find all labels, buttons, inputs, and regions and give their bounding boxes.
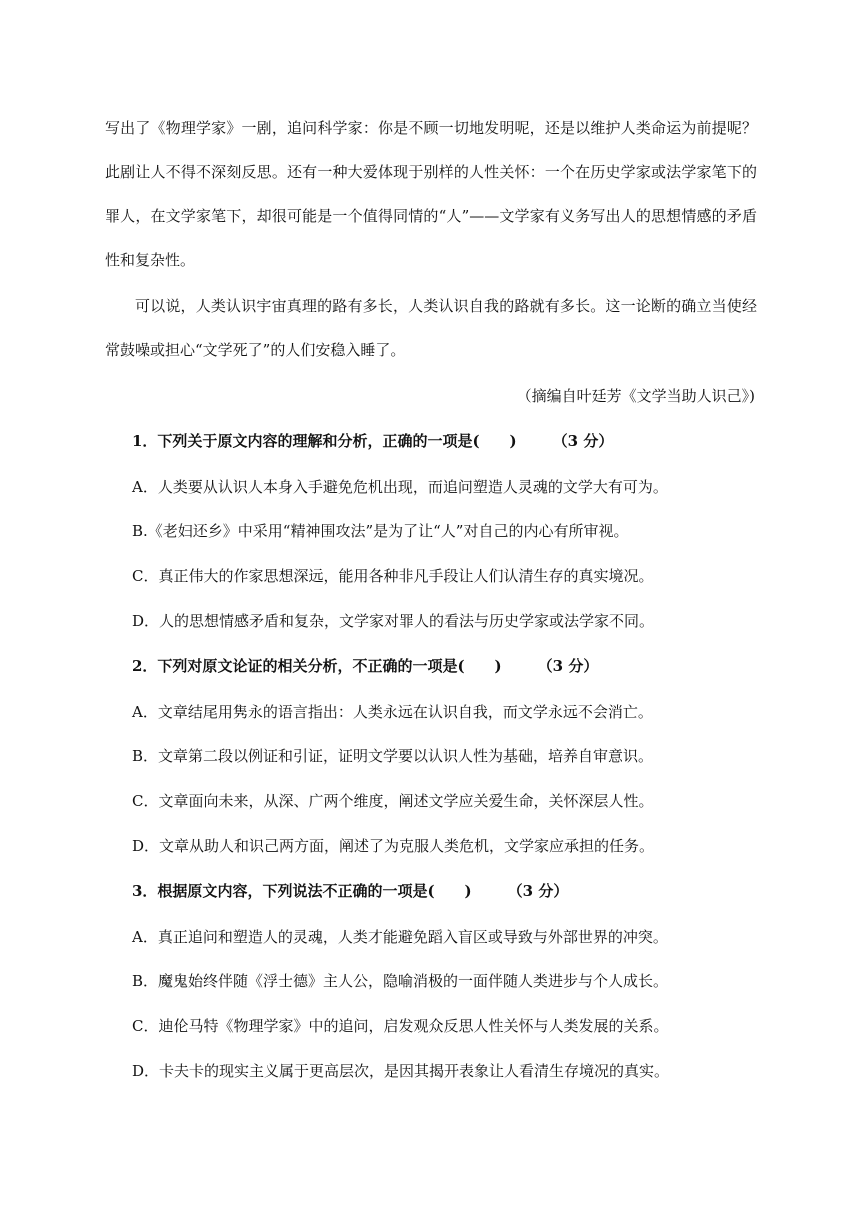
passage-paragraph-2: 可以说，人类认识宇宙真理的路有多长，人类认识自我的路就有多长。这一论断的确立当使经常鼓噪或担心“文学死了”的人们安稳入睡了。 (105, 297, 757, 359)
question-1-option-d: D．人的思想情感矛盾和复杂，文学家对罪人的看法与历史学家或法学家不同。 (132, 612, 655, 630)
answer-blank: ( ) (457, 657, 502, 675)
question-2-option-c: C．文章面向未来，从深、广两个维度，阐述文学应关爱生命，关怀深层人性。 (132, 792, 654, 810)
answer-blank: ( ) (427, 882, 472, 900)
question-3-stem (132, 878, 568, 904)
question-1-option-a: A．人类要从认识人本身入手避免危机出现，而追问塑造人灵魂的文学大有可为。 (132, 478, 668, 496)
score-label: （3 分） (507, 882, 569, 900)
passage-paragraph-1: 写出了《物理学家》一剧，追问科学家：你是不顾一切地发明呢，还是以维护人类命运为前提呢？此剧让人不得不深刻反思。还有一种大爱体现于别样的人性关怀：一个在历史学家或法学家笔下的罪人，在文学家笔下，却很可能是一个值得同情的“人”——文学家有义务写出人的思想情感的矛盾性和复杂性。 (105, 119, 757, 269)
question-2-stem (132, 653, 598, 679)
question-3-option-d: D．卡夫卡的现实主义属于更高层次，是因其揭开表象让人看清生存境况的真实。 (132, 1062, 670, 1080)
question-text: 1．下列关于原文内容的理解和分析，正确的一项是 (132, 432, 473, 450)
question-3-option-b: B．魔鬼始终伴随《浮士德》主人公，隐喻消极的一面伴随人类进步与个人成长。 (132, 972, 669, 990)
question-1-option-c: C．真正伟大的作家思想深远，能用各种非凡手段让人们认清生存的真实境况。 (132, 567, 654, 585)
score-label: （3 分） (552, 432, 614, 450)
question-1-option-b: B.《老妇还乡》中采用“精神围攻法”是为了让“人”对自己的内心有所审视。 (132, 522, 629, 540)
question-text: 2．下列对原文论证的相关分析，不正确的一项是 (132, 657, 458, 675)
question-text: 3．根据原文内容，下列说法不正确的一项是 (132, 882, 428, 900)
answer-blank: ( ) (472, 432, 517, 450)
question-1-stem (132, 428, 613, 454)
question-2-option-b: B．文章第二段以例证和引证，证明文学要以认识人性为基础，培养自审意识。 (132, 747, 654, 765)
passage-source: （摘编自叶廷芳《文学当助人识己》) (516, 387, 755, 405)
question-3-option-c: C．迪伦马特《物理学家》中的追问，启发观众反思人性关怀与人类发展的关系。 (132, 1017, 669, 1035)
question-3-option-a: A．真正追问和塑造人的灵魂，人类才能避免蹈入盲区或导致与外部世界的冲突。 (132, 928, 668, 946)
question-2-option-d: D．文章从助人和识己两方面，阐述了为克服人类危机，文学家应承担的任务。 (132, 837, 655, 855)
question-2-option-a: A．文章结尾用隽永的语言指出：人类永远在认识自我，而文学永远不会消亡。 (132, 703, 653, 721)
score-label: （3 分） (537, 657, 599, 675)
